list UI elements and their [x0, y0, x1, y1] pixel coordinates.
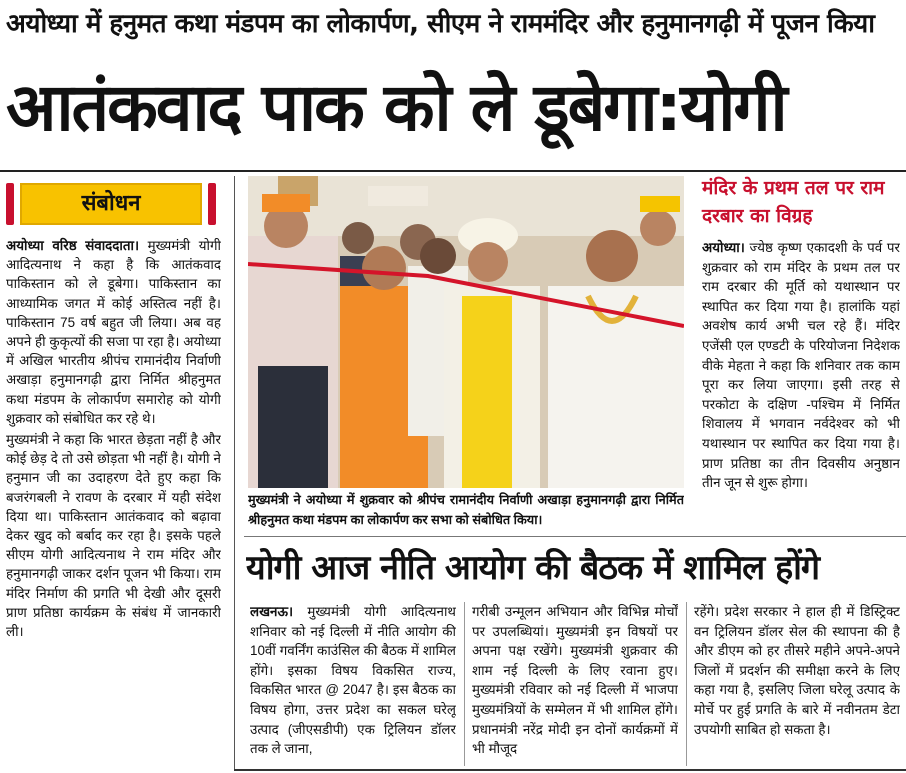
main-story-para2: मुख्यमंत्री ने कहा कि भारत छेड़ता नहीं है और कोई छेड़ दे तो उसे छोड़ता भी नहीं है। योगी ने हनुमान जी का उदाहरण देते हुए कहा कि बजरंगबली ने रावण के दरबार में यही संदेश दिया था। पाकिस्तान आतंकवाद को बढ़ावा देकर खुद को बर्बाद कर रहा है। इसके पहले सीएम योगी आदित्यनाथ ने राम मंदिर और हनुमानगढ़ी जाकर दर्शन पूजन भी किया। राम मंदिर निर्माण की प्रगति भी देखी और दूसरी प्राण प्रतिष्ठा कार्यक्रम के संबंध में जानकारी ली। — [6, 432, 221, 640]
column-divider — [234, 176, 235, 770]
bottom-rule — [234, 769, 906, 771]
story2-headline: योगी आज नीति आयोग की बैठक में शामिल होंगे — [246, 548, 820, 588]
side-story-byline: अयोध्या। — [702, 240, 745, 255]
label-bar-left — [6, 183, 14, 225]
side-story-text: ज्येष्ठ कृष्ण एकादशी के पर्व पर शुक्रवार को राम मंदिर के प्रथम तल पर राम दरबार की मूर्ति को यथास्थान पर स्थापित कर दिया गया है। हालांकि यहां अवशेष कार्य अभी चल रहे हैं। मंदिर एजेंसी एल एण्डटी के परियोजना निदेशक वीके मेहता ने कहा कि शनिवार तक काम पूरा कर लिया जाएगा। इसी तरह से परकोटा के दक्षिण -पश्चिम में निर्मित शिवालय में भगवान नर्वदेश्वर को भी यथास्थान पर स्थापित कर दिया गया है। प्राण प्रतिष्ठा का तीन दिवसीय अनुष्ठान तीन जून से शुरू होगा। — [702, 240, 900, 491]
story2-column-3: रहेंगे। प्रदेश सरकार ने हाल ही में डिस्ट्रिक्ट वन ट्रिलियन डॉलर सेल की स्थापना की है और डीएम को हर तीसरे महीने अपने-अपने जिलों में प्रदर्शन की समीक्षा करने के लिए कहा गया है, इसलिए जिला घरेलू उत्पाद के मोर्चे पर हुई प्रगति के बारे में नवीनतम डेटा उपयोगी साबित हो सकता है। — [694, 604, 900, 737]
side-story-body — [702, 238, 900, 528]
mid-rule — [244, 536, 906, 537]
main-story-para1 — [6, 236, 221, 428]
story2-divider-1 — [464, 602, 465, 766]
main-story-byline: अयोध्या वरिष्ठ संवाददाता। — [6, 238, 140, 253]
side-story-headline: मंदिर के प्रथम तल पर राम दरबार का विग्रह — [702, 177, 885, 227]
story2-byline: लखनऊ। — [250, 604, 294, 619]
main-story-para1-text: मुख्यमंत्री योगी आदित्यनाथ ने कहा है कि आतंकवाद पाकिस्तान को ले डूबेगा। पाकिस्तान का आध्यामिक जगत में कोई अस्तित्व नहीं है। पाकिस्तान 75 वर्ष बहुत जी लिया। अब वह अपने ही कुकृत्यों की सजा पा रहा है। अयोध्या में अखिल भारतीय श्रीपंच रामानंदीय निर्वाणी अखाड़ा हनुमानगढ़ी द्वारा निर्मित श्रीहनुमत कथा मंडपम के लोकार्पण समारोह को योगी शुक्रवार को संबोधित कर रहे थे। — [6, 238, 221, 426]
photo-caption: मुख्यमंत्री ने अयोध्या में शुक्रवार को श्रीपंच रामानंदीय निर्वाणी अखाड़ा हनुमानगढ़ी द्वारा निर्मित श्रीहनुमत कथा मंडपम का लोकार्पण कर सभा को संबोधित किया। — [248, 492, 684, 527]
section-label-text: संबोधन — [20, 183, 202, 225]
story2-column-2: गरीबी उन्मूलन अभियान और विभिन्न मोर्चों पर उपलब्धियां। मुख्यमंत्री इन विषयों पर अपना पक्ष रखेंगे। मुख्यमंत्री शुक्रवार की शाम नई दिल्ली के लिए रवाना हुए। मुख्यमंत्री रविवार को नई दिल्ली में भाजपा मुख्यमंत्रियों के सम्मेलन में भी शामिल होंगे। प्रधानमंत्री नरेंद्र मोदी इन दोनों कार्यक्रमों में भी मौजूद — [472, 604, 678, 757]
main-story-body — [6, 236, 221, 766]
section-label — [6, 183, 216, 225]
kicker-headline: अयोध्या में हनुमत कथा मंडपम का लोकार्पण, सीएम ने राममंदिर और हनुमानगढ़ी में पूजन किया — [6, 9, 875, 39]
news-photo-illustration — [248, 176, 684, 488]
story2-divider-2 — [686, 602, 687, 766]
story2-column-1 — [250, 602, 456, 768]
label-bar-right — [208, 183, 216, 225]
news-photo — [248, 176, 684, 488]
story2-col1-text: मुख्यमंत्री योगी आदित्यनाथ शनिवार को नई दिल्ली में नीति आयोग की 10वीं गवर्निंग काउंसिल की बैठक में शामिल होंगे। इसका विषय विकसित राज्य, विकसित भारत @ 2047 है। इस बैठक का विषय होगा, उत्तर प्रदेश का सकल घरेलू उत्पाद (जीएसडीपी) एक ट्रिलियन डॉलर तक ले जाना, — [250, 604, 456, 757]
main-headline: आतंकवाद पाक को ले डूबेगा:योगी — [6, 69, 786, 146]
top-rule — [0, 170, 906, 172]
